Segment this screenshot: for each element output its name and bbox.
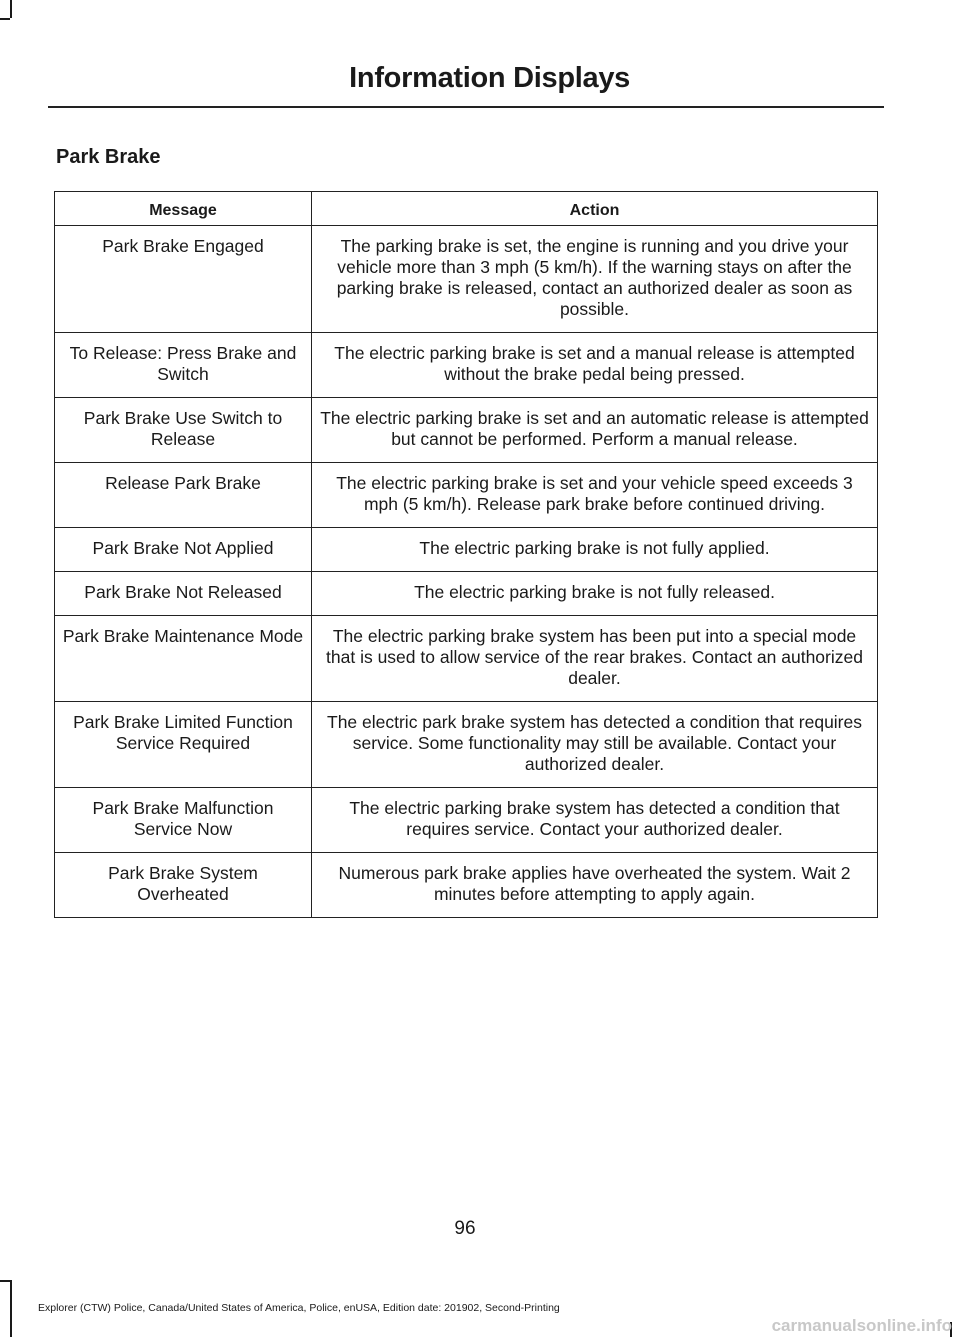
- edition-footer: Explorer (CTW) Police, Canada/United States of America, Police, enUSA, Edition date: 201902, Second-Printing: [38, 1302, 560, 1314]
- message-cell: Park Brake Use Switch to Release: [55, 398, 312, 463]
- action-cell: The electric parking brake is set and a manual release is attempted without the brake pedal being pressed.: [312, 333, 878, 398]
- message-cell: To Release: Press Brake and Switch: [55, 333, 312, 398]
- park-brake-messages-table: [54, 191, 878, 918]
- message-cell: Park Brake Maintenance Mode: [55, 616, 312, 702]
- action-cell: The electric parking brake system has detected a condition that requires service. Contact your authorized dealer.: [312, 788, 878, 853]
- message-cell: Park Brake Not Applied: [55, 528, 312, 572]
- header-divider: [48, 106, 884, 108]
- table-row: [55, 788, 878, 853]
- message-cell: Park Brake Engaged: [55, 226, 312, 333]
- action-cell: The electric parking brake is not fully released.: [312, 572, 878, 616]
- message-cell: Park Brake Malfunction Service Now: [55, 788, 312, 853]
- page-number: 96: [454, 1218, 476, 1239]
- table-row: [55, 463, 878, 528]
- crop-mark: [0, 1280, 10, 1282]
- message-cell: Park Brake System Overheated: [55, 853, 312, 918]
- action-cell: The electric parking brake is set and your vehicle speed exceeds 3 mph (5 km/h). Release park brake before continued driving.: [312, 463, 878, 528]
- message-cell: Release Park Brake: [55, 463, 312, 528]
- crop-mark: [10, 0, 12, 18]
- action-cell: The electric parking brake system has been put into a special mode that is used to allow service of the rear brakes. Contact an authorized dealer.: [312, 616, 878, 702]
- crop-mark: [0, 18, 10, 20]
- table-row: [55, 616, 878, 702]
- page-header-title: Information Displays: [349, 62, 630, 94]
- table-row: [55, 226, 878, 333]
- watermark: carmanualsonline.info: [771, 1316, 952, 1335]
- column-header-action: Action: [312, 192, 878, 226]
- table-row: [55, 853, 878, 918]
- crop-mark: [10, 1280, 12, 1337]
- message-cell: Park Brake Not Released: [55, 572, 312, 616]
- action-cell: Numerous park brake applies have overheated the system. Wait 2 minutes before attempting to apply again.: [312, 853, 878, 918]
- table-row: [55, 333, 878, 398]
- table-row: [55, 528, 878, 572]
- action-cell: The electric parking brake is set and an automatic release is attempted but cannot be performed. Perform a manual release.: [312, 398, 878, 463]
- column-header-message: Message: [55, 192, 312, 226]
- table-row: [55, 398, 878, 463]
- table-row: [55, 572, 878, 616]
- table-header-row: [55, 192, 878, 226]
- message-cell: Park Brake Limited Function Service Required: [55, 702, 312, 788]
- section-title: Park Brake: [56, 146, 161, 168]
- action-cell: The electric park brake system has detected a condition that requires service. Some functionality may still be available. Contact your authorized dealer.: [312, 702, 878, 788]
- action-cell: The parking brake is set, the engine is running and you drive your vehicle more than 3 mph (5 km/h). If the warning stays on after the parking brake is released, contact an authorized dealer as soon as possible.: [312, 226, 878, 333]
- action-cell: The electric parking brake is not fully applied.: [312, 528, 878, 572]
- table-row: [55, 702, 878, 788]
